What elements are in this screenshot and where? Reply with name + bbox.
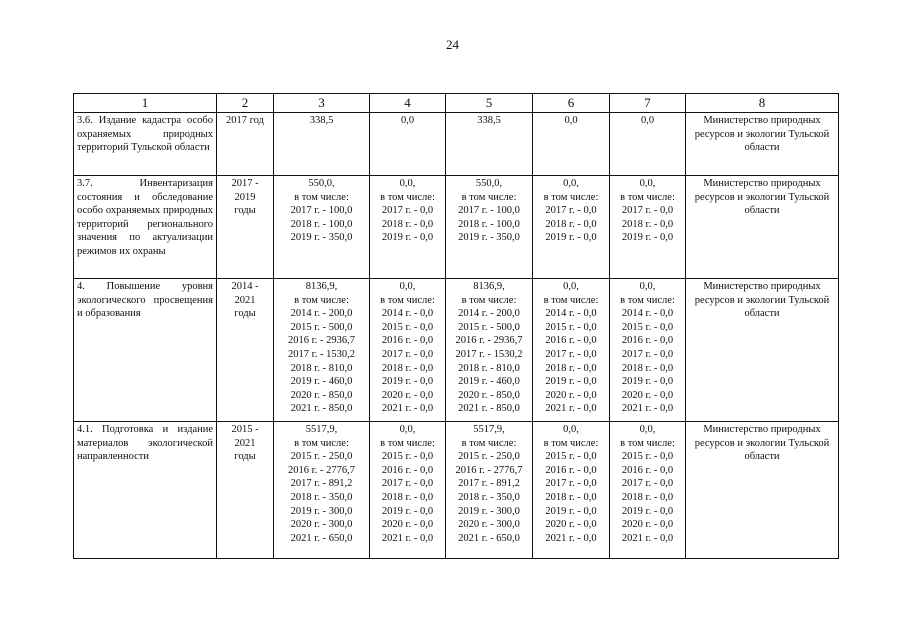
cell-line: 2017 г. - 0,0 [545, 348, 597, 360]
cell-line: 2015 г. - 0,0 [621, 321, 674, 333]
cell-line: 2018 г. - 0,0 [381, 491, 434, 503]
cell-line: 0,0, [563, 424, 579, 435]
cell-line: 2018 г. - 0,0 [621, 218, 674, 230]
cell-line: в том числе: [461, 437, 517, 449]
cell-line: 2018 г. - 0,0 [621, 491, 674, 503]
cell-line: 2015 - [231, 424, 259, 435]
cell-line: 0,0, [639, 178, 656, 189]
cell-line: 2017 г. - 0,0 [381, 348, 434, 360]
cell-line: 2021 г. - 650,0 [290, 532, 353, 544]
cell-line: 338,5 [309, 115, 334, 126]
funding-col7-cell [610, 279, 686, 422]
cell-line: 2016 г. - 2776,7 [288, 464, 355, 476]
cell-line: 2019 г. - 0,0 [621, 232, 674, 244]
cell-line: 2017 г. - 1530,2 [288, 348, 355, 360]
cell-line: 2021 г. - 850,0 [458, 403, 520, 415]
cell-line: 2016 г. - 2776,7 [455, 464, 523, 476]
cell-line: 2020 г. - 0,0 [621, 389, 674, 401]
cell-line: в том числе: [620, 437, 675, 449]
total-funding-cell [274, 422, 370, 559]
cell-line: 2021 [234, 437, 256, 449]
cell-line: 0,0 [564, 115, 578, 126]
cell-line: в том числе: [461, 294, 517, 306]
years-cell [217, 113, 274, 176]
cell-line: в том числе: [294, 191, 349, 203]
cell-line: 550,0, [308, 178, 335, 189]
cell-line: 2014 г. - 0,0 [621, 308, 674, 320]
column-header: 1 [74, 94, 217, 113]
activity-name-cell: 4. Повышение уровня экологического просвещения и образования [74, 279, 217, 422]
cell-line: 2019 г. - 300,0 [458, 505, 520, 517]
cell-line: 2016 г. - 0,0 [545, 464, 597, 476]
cell-line: 2017 г. - 1530,2 [455, 348, 523, 360]
funding-col4-cell [370, 279, 446, 422]
cell-line: 2015 г. - 0,0 [621, 451, 674, 463]
table-row [74, 113, 839, 176]
cell-line: 2021 г. - 850,0 [290, 403, 353, 415]
cell-line: 2021 г. - 0,0 [621, 532, 674, 544]
executor-cell: Министерство природных ресурсов и экологии Тульской области [686, 176, 839, 279]
cell-line: 2017 - [231, 178, 259, 189]
cell-line: 2020 г. - 0,0 [621, 519, 674, 531]
funding-col6-cell [533, 422, 610, 559]
cell-line: 2020 г. - 850,0 [290, 389, 353, 401]
cell-line: 0,0, [639, 281, 656, 292]
cell-line: 2021 [234, 294, 256, 306]
cell-line: 2018 г. - 0,0 [545, 491, 597, 503]
cell-line: 2014 г. - 0,0 [381, 308, 434, 320]
cell-line: 2019 г. - 350,0 [458, 232, 520, 244]
cell-line: 2020 г. - 850,0 [458, 389, 520, 401]
cell-line: 0,0, [399, 424, 416, 435]
cell-line: 2018 г. - 350,0 [458, 491, 520, 503]
years-cell [217, 176, 274, 279]
cell-line: 2019 г. - 0,0 [381, 376, 434, 388]
cell-line: 2021 г. - 0,0 [621, 403, 674, 415]
cell-line: годы [234, 451, 256, 463]
cell-line: 2021 г. - 0,0 [381, 532, 434, 544]
funding-col7-cell [610, 422, 686, 559]
cell-line: 2015 г. - 250,0 [290, 451, 353, 463]
cell-line: 0,0, [563, 178, 579, 189]
cell-line: 0,0, [399, 281, 416, 292]
cell-line: 2017 г. - 891,2 [290, 478, 353, 490]
cell-line: 2019 г. - 350,0 [290, 232, 353, 244]
cell-line: 2016 г. - 0,0 [381, 335, 434, 347]
table-row [74, 422, 839, 559]
cell-line: 2020 г. - 0,0 [545, 519, 597, 531]
cell-line: в том числе: [620, 191, 675, 203]
executor-cell: Министерство природных ресурсов и экологии Тульской области [686, 113, 839, 176]
cell-line: 0,0, [563, 281, 579, 292]
cell-line: 2021 г. - 0,0 [381, 403, 434, 415]
funding-col4-cell [370, 176, 446, 279]
years-cell [217, 279, 274, 422]
cell-line: 2020 г. - 300,0 [290, 519, 353, 531]
cell-line: 2014 г. - 200,0 [290, 308, 353, 320]
cell-line: 2019 г. - 0,0 [545, 232, 597, 244]
cell-line: в том числе: [461, 191, 517, 203]
cell-line: в том числе: [380, 437, 435, 449]
cell-line: 2018 г. - 0,0 [545, 218, 597, 230]
column-header: 5 [446, 94, 533, 113]
cell-line: 2017 г. - 0,0 [545, 205, 597, 217]
activity-name-cell: 4.1. Подготовка и издание материалов экологической направленности [74, 422, 217, 559]
cell-line: 2021 г. - 0,0 [545, 403, 597, 415]
cell-line: 5517,9, [473, 424, 505, 435]
cell-line: годы [234, 205, 256, 217]
cell-line: 0,0 [640, 115, 655, 126]
funding-col6-cell [533, 113, 610, 176]
cell-line: 2016 г. - 0,0 [545, 335, 597, 347]
funding-col6-cell [533, 279, 610, 422]
cell-line: 2017 г. - 0,0 [621, 348, 674, 360]
cell-line: 2017 г. - 0,0 [621, 478, 674, 490]
cell-line: 2015 г. - 500,0 [458, 321, 520, 333]
activity-name-cell: 3.7. Инвентаризация состояния и обследование особо охраняемых природных территорий регионального значения по актуализации режимов их охраны [74, 176, 217, 279]
cell-line: в том числе: [543, 437, 599, 449]
cell-line: 2019 г. - 460,0 [290, 376, 353, 388]
total-funding-cell [274, 176, 370, 279]
cell-line: 2021 г. - 0,0 [545, 532, 597, 544]
cell-line: годы [234, 308, 256, 320]
cell-line: 2015 г. - 0,0 [545, 451, 597, 463]
cell-line: в том числе: [294, 437, 349, 449]
cell-line: 2018 г. - 100,0 [290, 218, 353, 230]
years-cell [217, 422, 274, 559]
header-row [74, 94, 839, 113]
cell-line: 2015 г. - 0,0 [381, 451, 434, 463]
table-row [74, 176, 839, 279]
cell-line: 2016 г. - 0,0 [621, 464, 674, 476]
cell-line: 2019 г. - 0,0 [545, 505, 597, 517]
column-header: 3 [274, 94, 370, 113]
cell-line: 2017 г. - 891,2 [458, 478, 520, 490]
program-table [73, 93, 839, 559]
cell-line: 2018 г. - 810,0 [458, 362, 520, 374]
cell-line: 338,5 [477, 115, 501, 126]
cell-line: 2015 г. - 0,0 [381, 321, 434, 333]
cell-line: 2015 г. - 500,0 [290, 321, 353, 333]
cell-line: 5517,9, [305, 424, 338, 435]
funding-col7-cell [610, 176, 686, 279]
cell-line: в том числе: [620, 294, 675, 306]
cell-line: 2014 г. - 200,0 [458, 308, 520, 320]
activity-name-cell: 3.6. Издание кадастра особо охраняемых природных территорий Тульской области [74, 113, 217, 176]
cell-line: 2020 г. - 300,0 [458, 519, 520, 531]
cell-line: 8136,9, [305, 281, 338, 292]
cell-line: 550,0, [475, 178, 503, 189]
cell-line: 0,0 [400, 115, 415, 126]
cell-line: 2019 г. - 460,0 [458, 376, 520, 388]
funding-col4-cell [370, 422, 446, 559]
cell-line: 8136,9, [473, 281, 505, 292]
cell-line: 2019 г. - 300,0 [290, 505, 353, 517]
cell-line: 2017 г. - 0,0 [381, 478, 434, 490]
column-header: 8 [686, 94, 839, 113]
cell-line: в том числе: [543, 294, 599, 306]
cell-line: в том числе: [380, 191, 435, 203]
column-header: 2 [217, 94, 274, 113]
column-header: 7 [610, 94, 686, 113]
cell-line: 2019 [234, 191, 256, 203]
executor-cell: Министерство природных ресурсов и экологии Тульской области [686, 279, 839, 422]
cell-line: 2020 г. - 0,0 [381, 519, 434, 531]
cell-line: 2018 г. - 0,0 [381, 218, 434, 230]
cell-line: 2017 г. - 100,0 [458, 205, 520, 217]
cell-line: 2018 г. - 100,0 [458, 218, 520, 230]
cell-line: 2018 г. - 0,0 [621, 362, 674, 374]
funding-col4-cell [370, 113, 446, 176]
cell-line: 2015 г. - 0,0 [545, 321, 597, 333]
cell-line: 2017 г. - 0,0 [381, 205, 434, 217]
table-row [74, 279, 839, 422]
funding-col5-cell [446, 176, 533, 279]
cell-line: 2016 г. - 2936,7 [455, 335, 523, 347]
cell-line: 2016 г. - 0,0 [381, 464, 434, 476]
cell-line: в том числе: [380, 294, 435, 306]
total-funding-cell [274, 279, 370, 422]
cell-line: 2019 г. - 0,0 [381, 505, 434, 517]
cell-line: 2018 г. - 0,0 [545, 362, 597, 374]
cell-line: 0,0, [399, 178, 416, 189]
cell-line: 2016 г. - 2936,7 [288, 335, 355, 347]
funding-col5-cell [446, 422, 533, 559]
total-funding-cell [274, 113, 370, 176]
cell-line: в том числе: [543, 191, 599, 203]
funding-col6-cell [533, 176, 610, 279]
cell-line: 2019 г. - 0,0 [545, 376, 597, 388]
cell-line: 2019 г. - 0,0 [381, 232, 434, 244]
cell-line: 2017 г. - 0,0 [545, 478, 597, 490]
cell-line: 2020 г. - 0,0 [545, 389, 597, 401]
cell-line: 2021 г. - 650,0 [458, 532, 520, 544]
column-header: 4 [370, 94, 446, 113]
page-number: 24 [446, 37, 459, 52]
cell-line: 2017 год [226, 115, 264, 126]
executor-cell: Министерство природных ресурсов и экологии Тульской области [686, 422, 839, 559]
cell-line: в том числе: [294, 294, 349, 306]
funding-col5-cell [446, 279, 533, 422]
cell-line: 2014 - [231, 281, 259, 292]
cell-line: 2020 г. - 0,0 [381, 389, 434, 401]
cell-line: 2016 г. - 0,0 [621, 335, 674, 347]
cell-line: 2014 г. - 0,0 [545, 308, 597, 320]
cell-line: 2018 г. - 350,0 [290, 491, 353, 503]
cell-line: 0,0, [639, 424, 656, 435]
cell-line: 2018 г. - 810,0 [290, 362, 353, 374]
column-header: 6 [533, 94, 610, 113]
cell-line: 2019 г. - 0,0 [621, 376, 674, 388]
cell-line: 2015 г. - 250,0 [458, 451, 520, 463]
cell-line: 2018 г. - 0,0 [381, 362, 434, 374]
funding-col5-cell [446, 113, 533, 176]
cell-line: 2019 г. - 0,0 [621, 505, 674, 517]
cell-line: 2017 г. - 0,0 [621, 205, 674, 217]
cell-line: 2017 г. - 100,0 [290, 205, 353, 217]
funding-col7-cell [610, 113, 686, 176]
